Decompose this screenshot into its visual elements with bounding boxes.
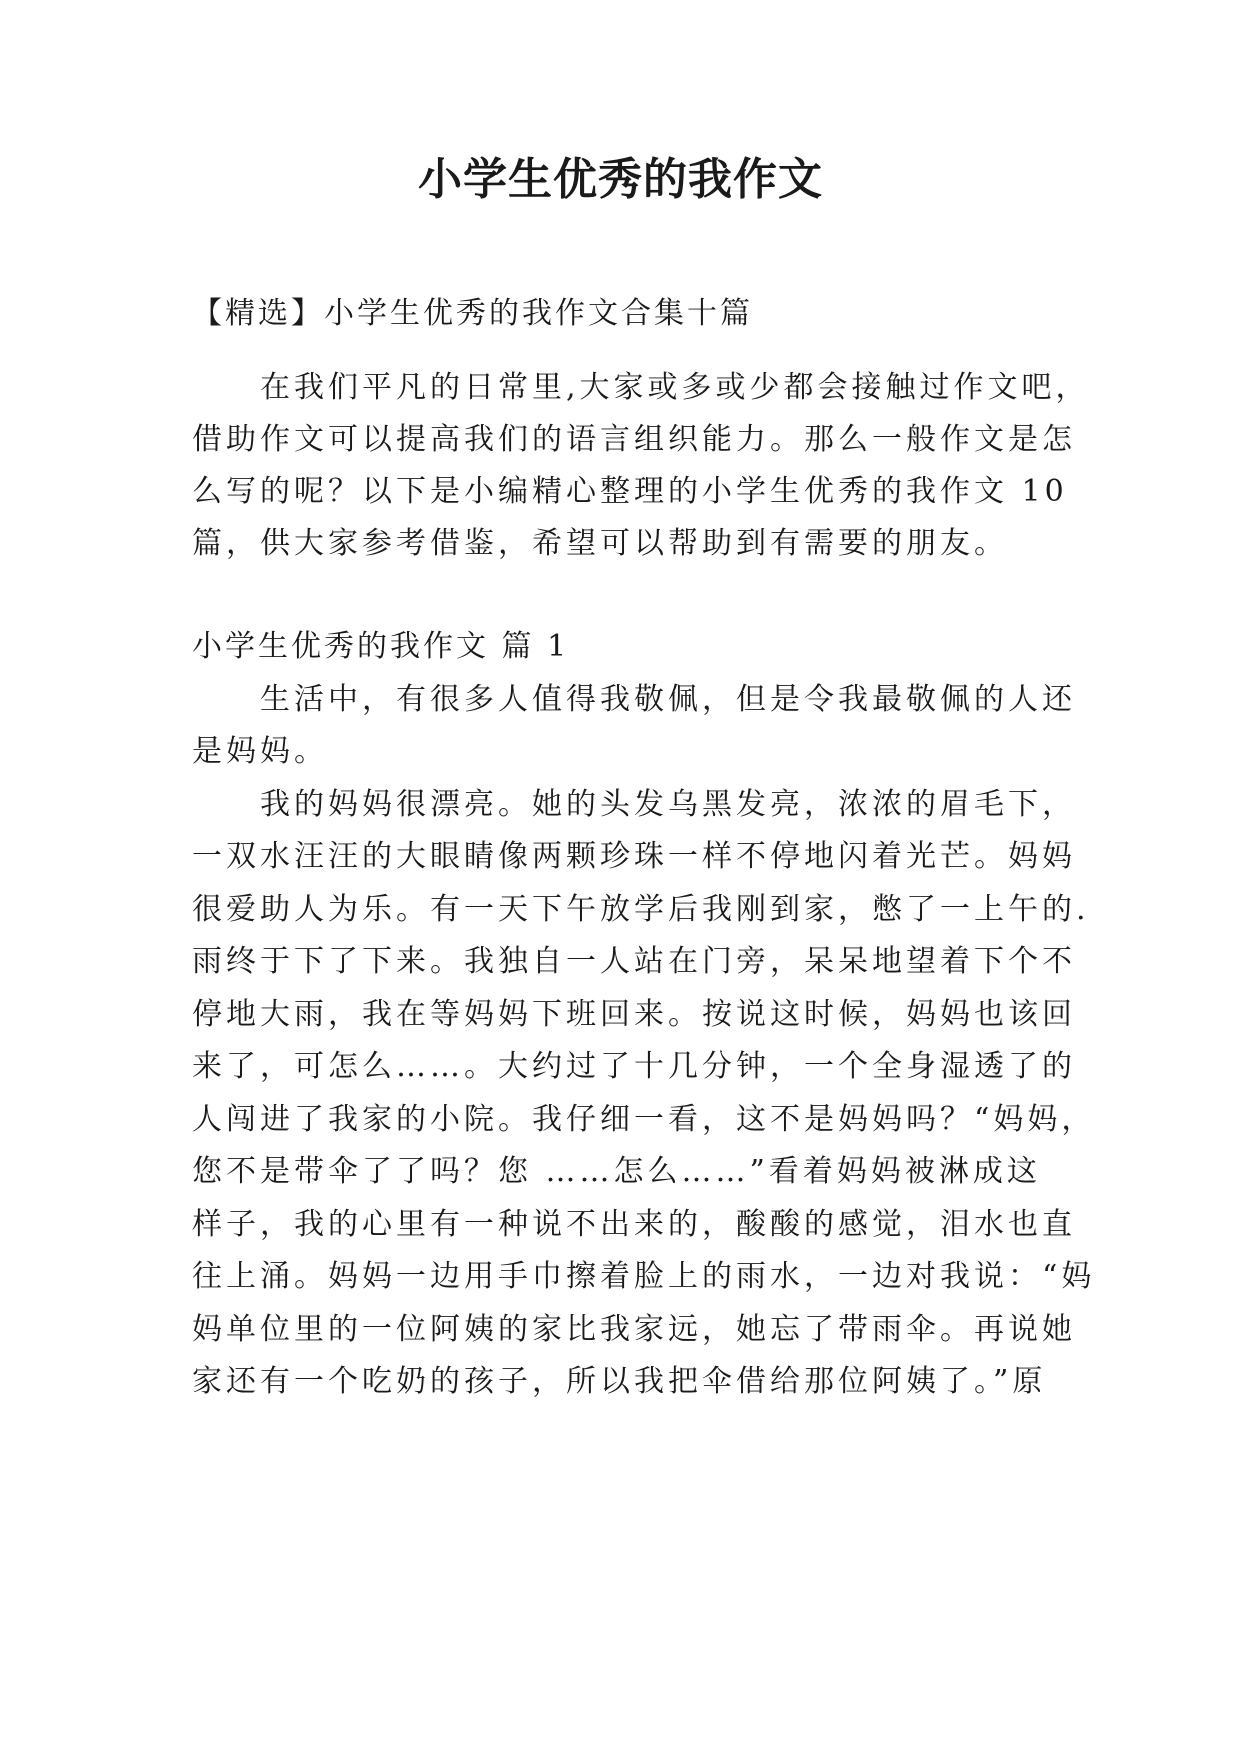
intro-line: 么写的呢？以下是小编精心整理的小学生优秀的我作文 10	[192, 474, 1068, 509]
body-line: 我的妈妈很漂亮。她的头发乌黑发亮，浓浓的眉毛下，	[192, 787, 1076, 822]
body-line: 人闯进了我家的小院。我仔细一看，这不是妈妈吗？“妈妈，	[192, 1102, 1096, 1137]
body-line: 很爱助人为乐。有一天下午放学后我刚到家，憋了一上午的.	[192, 892, 1090, 927]
body-line: 来了，可怎么……。大约过了十几分钟，一个全身湿透了的	[192, 1049, 1076, 1084]
intro-line: 在我们平凡的日常里,大家或多或少都会接触过作文吧，	[192, 370, 1090, 405]
body-line: 是妈妈。	[192, 734, 328, 769]
section-heading: 小学生优秀的我作文 篇 1	[192, 629, 570, 664]
body-line: 一双水汪汪的大眼睛像两颗珍珠一样不停地闪着光芒。妈妈	[192, 839, 1076, 874]
body-line: 停地大雨，我在等妈妈下班回来。按说这时候，妈妈也该回	[192, 997, 1076, 1032]
document-title: 小学生优秀的我作文	[418, 154, 823, 205]
intro-line: 借助作文可以提高我们的语言组织能力。那么一般作文是怎	[192, 422, 1076, 457]
body-line: 妈单位里的一位阿姨的家比我家远，她忘了带雨伞。再说她	[192, 1312, 1076, 1347]
body-line: 往上涌。妈妈一边用手巾擦着脸上的雨水，一边对我说：“妈	[192, 1259, 1096, 1294]
body-line: 雨终于下了下来。我独自一人站在门旁，呆呆地望着下个不	[192, 944, 1076, 979]
body-line: 生活中，有很多人值得我敬佩，但是令我最敬佩的人还	[192, 682, 1076, 717]
body-line: 家还有一个吃奶的孩子，所以我把伞借给那位阿姨了。”原	[192, 1364, 1047, 1399]
document-subtitle: 【精选】小学生优秀的我作文合集十篇	[192, 296, 753, 331]
body-line: 您不是带伞了了吗？您 ……怎么……”看着妈妈被淋成这	[192, 1154, 1041, 1189]
body-line: 样子，我的心里有一种说不出来的，酸酸的感觉，泪水也直	[192, 1207, 1076, 1242]
intro-line: 篇，供大家参考借鉴，希望可以帮助到有需要的朋友。	[192, 526, 1008, 561]
